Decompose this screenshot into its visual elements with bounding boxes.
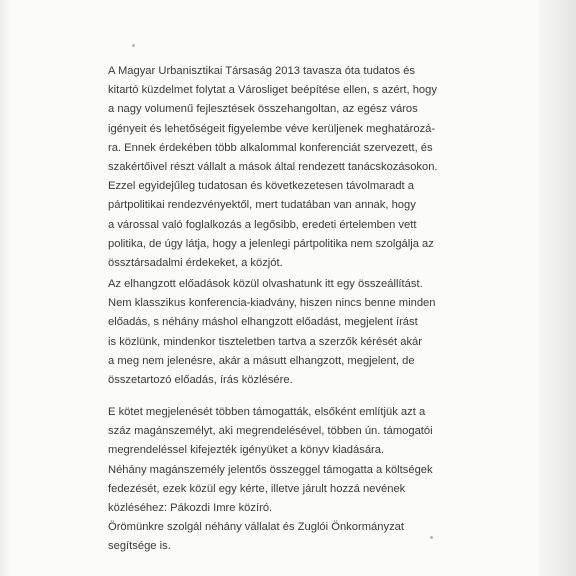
page-right-shadow (538, 0, 576, 576)
text-line: a várossal való foglalkozás a legősibb, eredeti értelemben vett (108, 218, 417, 231)
text-line: fedezését, ezek közül egy kérte, illetve járult hozzá nevének (108, 482, 406, 495)
paragraph-3 (108, 403, 441, 557)
text-line: a nagy volumenű fejlesztések összehangoltan, az egész város (108, 103, 418, 116)
text-line: összetartozó előadás, írás közlésére. (108, 374, 293, 387)
text-line: pártpolitikai rendezvényektől, mert tudatában van annak, hogy (108, 199, 416, 212)
text-line: igényeit és lehetőségeit figyelembe véve kerüljenek meghatározá- (108, 122, 436, 135)
text-line: Néhány magánszemély jelentős összeggel támogatta a költségek (108, 463, 433, 476)
text-line: ra. Ennek érdekében több alkalommal konferenciát szervezett, és (108, 141, 433, 154)
text-line: Az elhangzott előadások közül olvashatunk itt egy összeállítást. (108, 278, 423, 290)
text-line: E kötet megjelenését többen támogatták, elsőként említjük azt a (108, 406, 426, 418)
text-line: megrendeléssel kifejezték igényüket a könyv kiadására. (108, 444, 385, 457)
text-line: is közlünk, mindenkor tiszteletben tartva a szerzők kérését akár (108, 335, 423, 348)
text-line: össztársadalmi érdekeket, a közjót. (108, 257, 283, 270)
text-line: Örömünkre szolgál néhány vállalat és Zuglói Önkormányzat (108, 521, 404, 534)
text-line: száz magánszemélyt, aki megrendelésével, többen ún. támogatói (108, 425, 433, 438)
text-line: közléséhez: Pákozdi Imre közíró. (108, 502, 273, 515)
text-line: előadás, s néhány máshol elhangzott előadást, megjelent írást (108, 316, 418, 329)
text-line: Nem klasszikus konferencia-kiadvány, hiszen nincs benne minden (108, 297, 436, 310)
text-line: a meg nem jelenésre, akár a másutt elhangzott, megjelent, de (108, 354, 415, 367)
paragraph-1 (108, 62, 441, 273)
paper-speck (132, 44, 135, 47)
page-left-shadow (0, 0, 12, 576)
text-line: A Magyar Urbanisztikai Társaság 2013 tavasza óta tudatos és (108, 65, 415, 77)
paragraph-2 (108, 275, 441, 390)
text-line: politika, de úgy látja, hogy a jelenlegi pártpolitika nem szolgálja az (108, 237, 434, 250)
text-line: szakértőivel részt vállalt a mások által rendezett tanácskozásokon. (108, 161, 438, 174)
text-line: segítsége is. (108, 540, 171, 553)
text-line: kitartó küzdelmet folytat a Városliget beépítése ellen, s azért, hogy (108, 84, 437, 97)
text-line: Ezzel egyidejűleg tudatosan és következetesen távolmaradt a (108, 180, 414, 193)
